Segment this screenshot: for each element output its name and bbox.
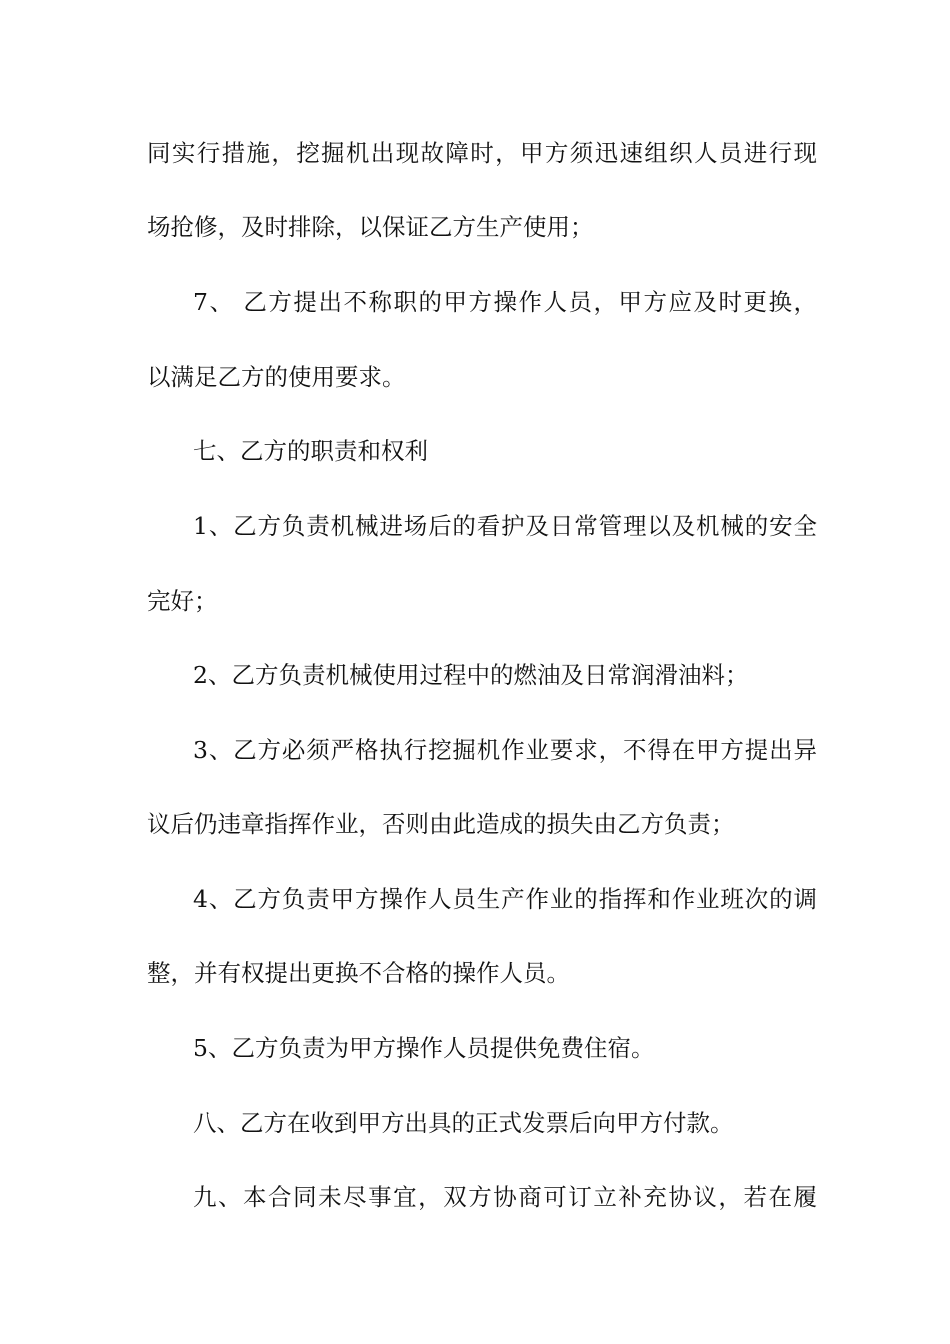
text-line-9: 3、乙方必须严格执行挖掘机作业要求，不得在甲方提出异 bbox=[193, 736, 817, 764]
text-line-11: 4、乙方负责甲方操作人员生产作业的指挥和作业班次的调 bbox=[193, 885, 817, 913]
text-line-4: 以满足乙方的使用要求。 bbox=[147, 363, 406, 391]
text-line-1: 同实行措施，挖掘机出现故障时，甲方须迅速组织人员进行现 bbox=[147, 139, 817, 167]
section-heading-9: 九、本合同未尽事宜，双方协商可订立补充协议，若在履 bbox=[193, 1183, 817, 1211]
text-line-8: 2、乙方负责机械使用过程中的燃油及日常润滑油料； bbox=[193, 661, 749, 689]
text-line-10: 议后仍违章指挥作业，否则由此造成的损失由乙方负责； bbox=[147, 810, 735, 838]
text-line-3: 7、 乙方提出不称职的甲方操作人员，甲方应及时更换， bbox=[193, 288, 817, 316]
text-line-2: 场抢修，及时排除，以保证乙方生产使用； bbox=[147, 213, 594, 241]
text-line-7: 完好； bbox=[147, 587, 218, 615]
text-line-13: 5、乙方负责为甲方操作人员提供免费住宿。 bbox=[193, 1034, 655, 1062]
text-line-6: 1、乙方负责机械进场后的看护及日常管理以及机械的安全 bbox=[193, 512, 817, 540]
section-heading-7: 七、乙方的职责和权利 bbox=[193, 437, 428, 465]
text-line-12: 整，并有权提出更换不合格的操作人员。 bbox=[147, 959, 570, 987]
section-heading-8: 八、乙方在收到甲方出具的正式发票后向甲方付款。 bbox=[193, 1109, 734, 1137]
